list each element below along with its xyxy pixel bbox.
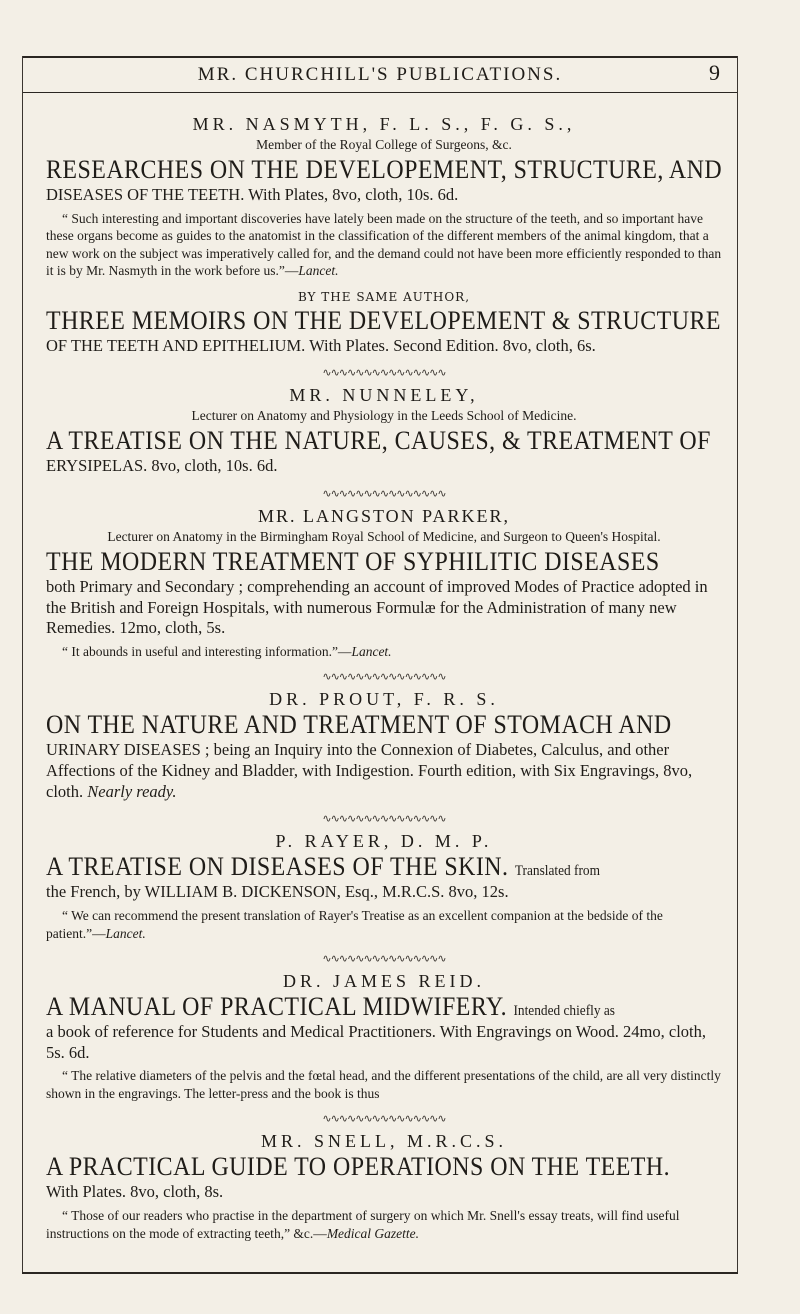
- work-title: RESEARCHES ON THE DEVELOPEMENT, STRUCTURE, AND: [46, 155, 723, 184]
- top-rule: [22, 56, 738, 58]
- entry-prout: [46, 689, 722, 802]
- review-quote: “ We can recommend the present translation of Rayer's Treatise as an excellent companion at the bedside of the patient.”—Lancet.: [46, 907, 663, 941]
- title-inline-note: Intended chiefly as: [513, 1003, 615, 1020]
- author-name: DR. PROUT, F. R. S.: [269, 689, 499, 710]
- work-title: ON THE NATURE AND TREATMENT OF STOMACH AND: [46, 710, 672, 740]
- author-position: Lecturer on Anatomy in the Birmingham Royal School of Medicine, and Surgeon to Queen's Hospital.: [107, 529, 661, 545]
- header-rule: [22, 92, 738, 93]
- availability-note: Nearly ready.: [87, 781, 177, 801]
- review-quote: “ Such interesting and important discoveries have lately been made on the structure of the teeth, and so important have these organs become as guides to the anatomist in the classification of the different members of the animal kingdom, that a new work on the subject was imperatively called for, and the demand could not have been more efficiently responded to than it is by Mr. Nasmyth in the work before us.”—Lancet.: [46, 210, 722, 279]
- work-title: THE MODERN TREATMENT OF SYPHILITIC DISEASES: [46, 547, 660, 577]
- work-title: A TREATISE ON THE NATURE, CAUSES, & TREATMENT OF: [46, 426, 711, 456]
- entry-nasmyth: [46, 114, 722, 356]
- work-details: OF THE TEETH AND EPITHELIUM. With Plates. Second Edition. 8vo, cloth, 6s.: [46, 335, 596, 355]
- review-source: Lancet.: [351, 643, 392, 659]
- work-title: A MANUAL OF PRACTICAL MIDWIFERY. Intended chiefly as: [46, 992, 615, 1022]
- entry-langston-parker: [46, 506, 722, 660]
- work-details: ERYSIPELAS. 8vo, cloth, 10s. 6d.: [46, 456, 278, 476]
- work-title: A TREATISE ON DISEASES OF THE SKIN. Translated from: [46, 852, 600, 882]
- entry-rayer: [46, 831, 722, 942]
- work-details: With Plates. 8vo, cloth, 8s.: [46, 1182, 224, 1202]
- running-head: MR. CHURCHILL'S PUBLICATIONS.: [197, 64, 563, 85]
- entry-nunneley: [46, 385, 722, 477]
- section-divider: ∿∿∿∿∿∿∿∿∿∿∿∿∿∿∿: [322, 487, 446, 501]
- right-border: [737, 56, 738, 1272]
- author-name: DR. JAMES REID.: [282, 971, 485, 992]
- author-name: MR. LANGSTON PARKER,: [257, 506, 511, 527]
- title-inline-note: Translated from: [514, 863, 600, 880]
- work-details: DISEASES OF THE TEETH. With Plates, 8vo, cloth, 10s. 6d.: [46, 185, 459, 204]
- review-quote: “ The relative diameters of the pelvis and the fœtal head, and the different presentations of the child, are all very distinctly shown in the engravings. The letter-press and the book is thus: [46, 1068, 721, 1101]
- author-position: Lecturer on Anatomy and Physiology in the Leeds School of Medicine.: [191, 408, 577, 424]
- publication-list: [46, 108, 722, 1242]
- section-divider: ∿∿∿∿∿∿∿∿∿∿∿∿∿∿∿: [322, 1112, 446, 1126]
- work-title: THREE MEMOIRS ON THE DEVELOPEMENT & STRUCTURE: [46, 305, 721, 335]
- work-details: URINARY DISEASES ; being an Inquiry into the Connexion of Diabetes, Calculus, and other Affections of the Kidney and Bladder, with Indigestion. Fourth edition, with Six Engravings, 8vo, cloth. Nearly ready.: [46, 740, 693, 801]
- review-source: Lancet.: [105, 925, 146, 941]
- section-divider: ∿∿∿∿∿∿∿∿∿∿∿∿∿∿∿: [322, 670, 446, 684]
- entry-snell: [46, 1131, 722, 1242]
- section-divider: ∿∿∿∿∿∿∿∿∿∿∿∿∿∿∿: [322, 366, 446, 380]
- work-details: both Primary and Secondary ; comprehending an account of improved Modes of Practice adopted in the British and Foreign Hospitals, with numerous Formulæ for the Administration of many new Remedies. 12mo, cloth, 5s.: [46, 577, 708, 638]
- section-divider: ∿∿∿∿∿∿∿∿∿∿∿∿∿∿∿: [322, 952, 446, 966]
- author-name: MR. SNELL, M.R.C.S.: [260, 1131, 508, 1152]
- author-name: MR. NUNNELEY,: [289, 385, 479, 406]
- bottom-rule: [22, 1272, 738, 1274]
- work-details: the French, by WILLIAM B. DICKENSON, Esq., M.R.C.S. 8vo, 12s.: [46, 882, 509, 902]
- work-details: a book of reference for Students and Medical Practitioners. With Engravings on Wood. 24mo, cloth, 5s. 6d.: [46, 1022, 706, 1062]
- page-number: 9: [709, 60, 720, 85]
- section-divider: ∿∿∿∿∿∿∿∿∿∿∿∿∿∿∿: [322, 812, 446, 826]
- review-source: Medical Gazette.: [326, 1225, 420, 1241]
- review-quote: “ Those of our readers who practise in the department of surgery on which Mr. Snell's essay treats, will find useful instructions on the mode of extracting teeth,” &c.—Medical Gazette.: [46, 1208, 680, 1241]
- author-name: MR. NASMYTH, F. L. S., F. G. S.,: [192, 114, 576, 134]
- by-same-author: BY THE SAME AUTHOR,: [297, 289, 471, 304]
- author-name: P. RAYER, D. M. P.: [275, 831, 493, 852]
- work-title: A PRACTICAL GUIDE TO OPERATIONS ON THE TEETH.: [46, 1152, 671, 1182]
- review-source: Lancet.: [298, 263, 339, 279]
- entry-reid: [46, 971, 722, 1102]
- left-border: [22, 56, 23, 1272]
- author-position: Member of the Royal College of Surgeons, &c.: [256, 137, 512, 152]
- review-quote: “ It abounds in useful and interesting information.”—Lancet.: [62, 643, 392, 659]
